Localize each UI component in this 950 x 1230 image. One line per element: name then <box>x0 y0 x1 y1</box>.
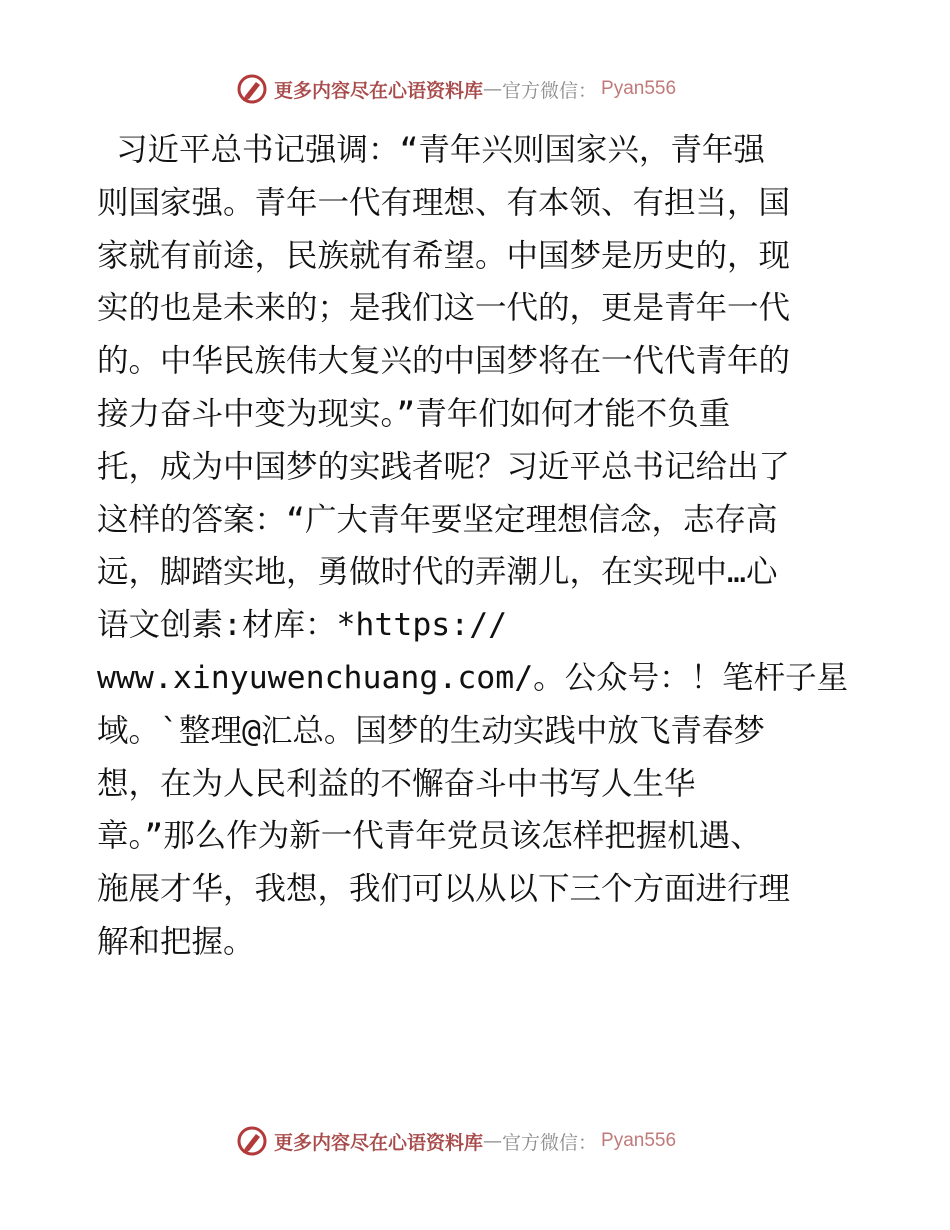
text-line: 解和把握。 <box>97 923 255 960</box>
text-line: 想，在为人民利益的不懈奋斗中书写人生华 <box>97 765 696 802</box>
footer-wechat-id: Pyan556 <box>601 1130 677 1151</box>
footer-watermark <box>236 1124 676 1158</box>
text-line: 家就有前途，民族就有希望。中国梦是历史的，现 <box>97 237 791 274</box>
header-wechat-id: Pyan556 <box>601 78 677 99</box>
text-line-with-url: www.xinyuwenchuang.com/。公众号：！笔杆子星 <box>97 659 849 696</box>
text-line: 实的也是未来的；是我们这一代的，更是青年一代 <box>97 290 791 327</box>
text-line: 托，成为中国梦的实践者呢？习近平总书记给出了 <box>97 448 791 485</box>
footer-main-text: 更多内容尽在心语资料库 <box>274 1131 484 1154</box>
header-dash: — <box>483 78 503 100</box>
body-paragraph <box>97 124 857 969</box>
text-line-with-link: 语文创素:材库：*https:// <box>97 607 508 644</box>
text-line: 施展才华，我想，我们可以从以下三个方面进行理 <box>97 871 791 908</box>
text-line: 域。`整理@汇总。国梦的生动实践中放飞青春梦 <box>97 712 765 749</box>
text-line: 接力奋斗中变为现实。”青年们如何才能不负重 <box>97 395 731 432</box>
text-line: 的。中华民族伟大复兴的中国梦将在一代代青年的 <box>97 343 791 380</box>
header-watermark <box>236 72 676 106</box>
pen-logo-icon <box>236 73 268 105</box>
header-main-text: 更多内容尽在心语资料库 <box>274 79 484 102</box>
text-line: 则国家强。青年一代有理想、有本领、有担当，国 <box>97 184 791 221</box>
text-line: 章。”那么作为新一代青年党员该怎样把握机遇、 <box>97 818 762 855</box>
pen-logo-icon <box>236 1125 268 1157</box>
footer-dash: — <box>483 1130 503 1152</box>
header-sub-text: 官方微信： <box>502 79 598 102</box>
text-line: 习近平总书记强调：“青年兴则国家兴，青年强 <box>97 132 765 168</box>
text-line: 这样的答案：“广大青年要坚定理想信念，志存高 <box>97 501 778 538</box>
text-line: 远，脚踏实地，勇做时代的弄潮儿，在实现中…心 <box>97 554 778 591</box>
footer-sub-text: 官方微信： <box>502 1131 598 1154</box>
